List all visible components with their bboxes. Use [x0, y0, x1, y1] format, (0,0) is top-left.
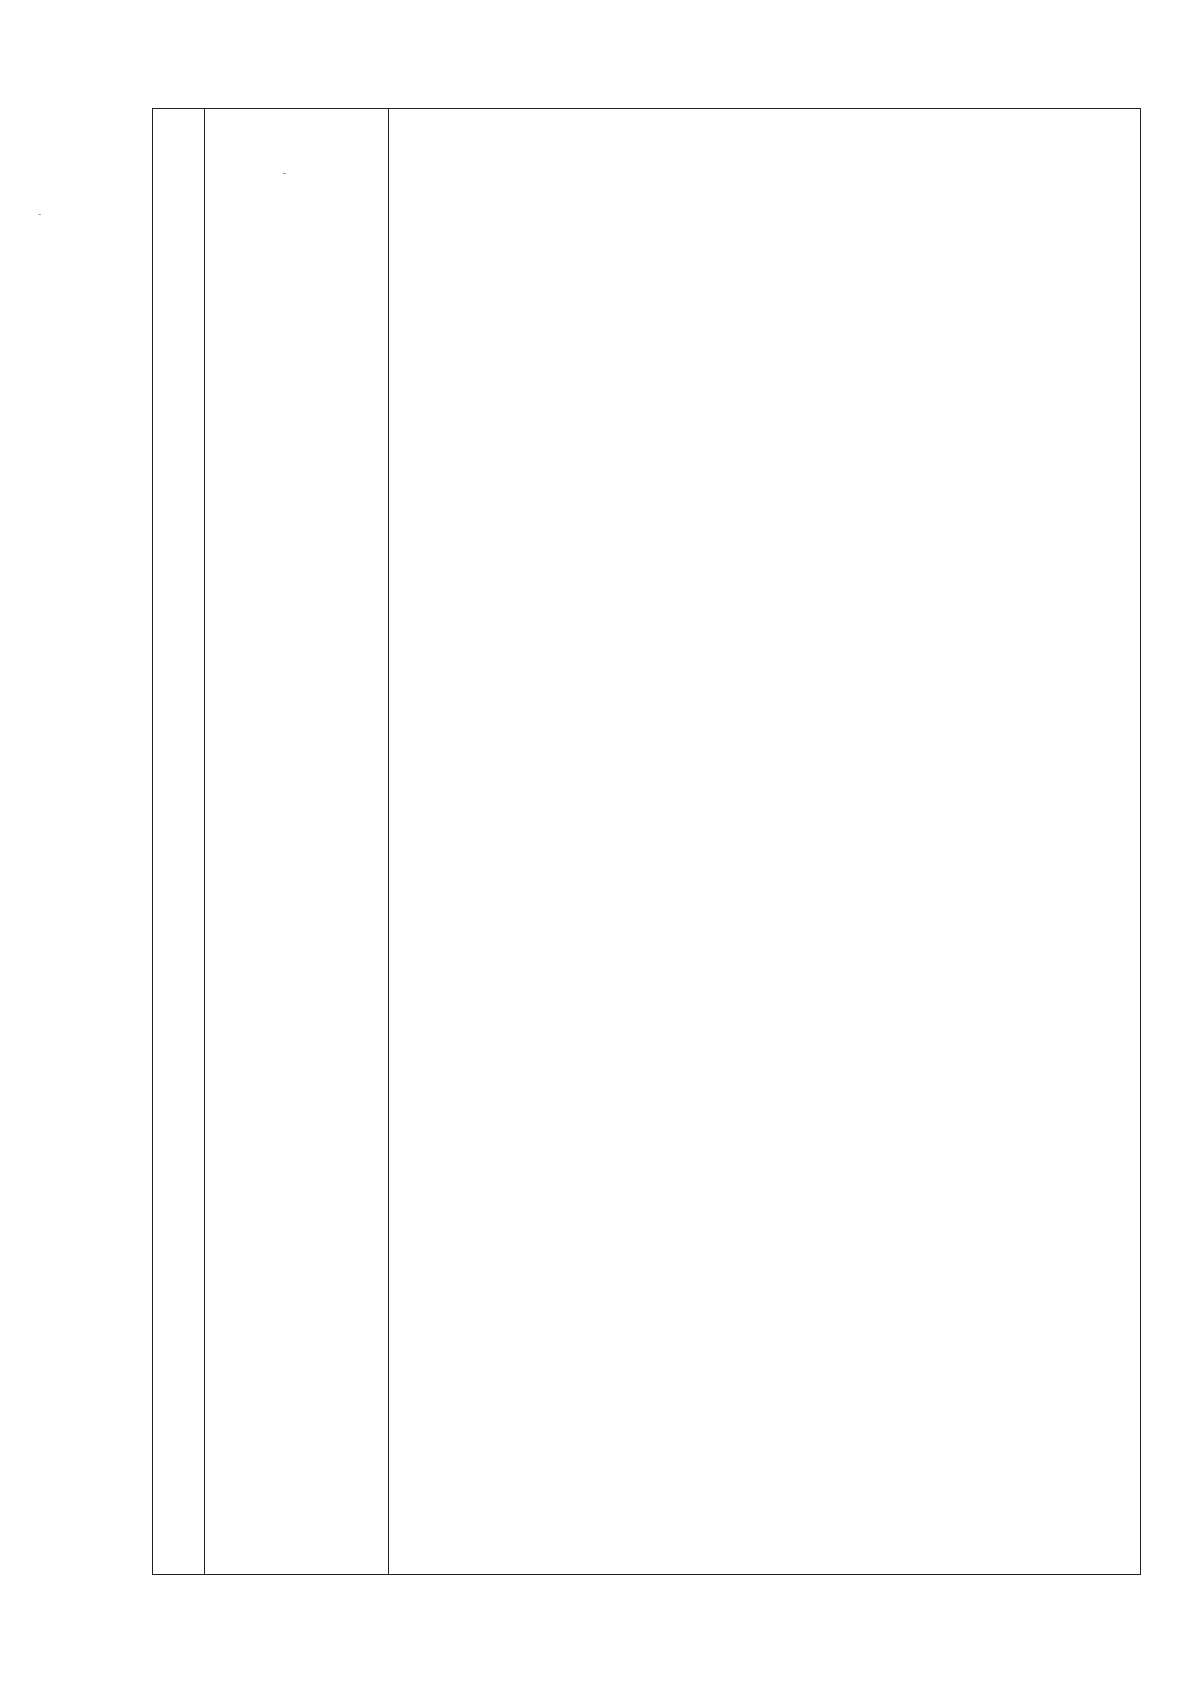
scan-speck: [38, 214, 41, 215]
table-col-border-2: [204, 108, 205, 1575]
table-col-border-4: [1140, 108, 1141, 1575]
table-col-border-1: [152, 108, 153, 1575]
table-frame: [152, 108, 1141, 1575]
table-col-border-3: [388, 108, 389, 1575]
scan-speck: [283, 173, 286, 174]
table-top-border: [152, 108, 1141, 109]
table-cell-content: [396, 111, 1131, 186]
table-bottom-border: [152, 1574, 1141, 1575]
